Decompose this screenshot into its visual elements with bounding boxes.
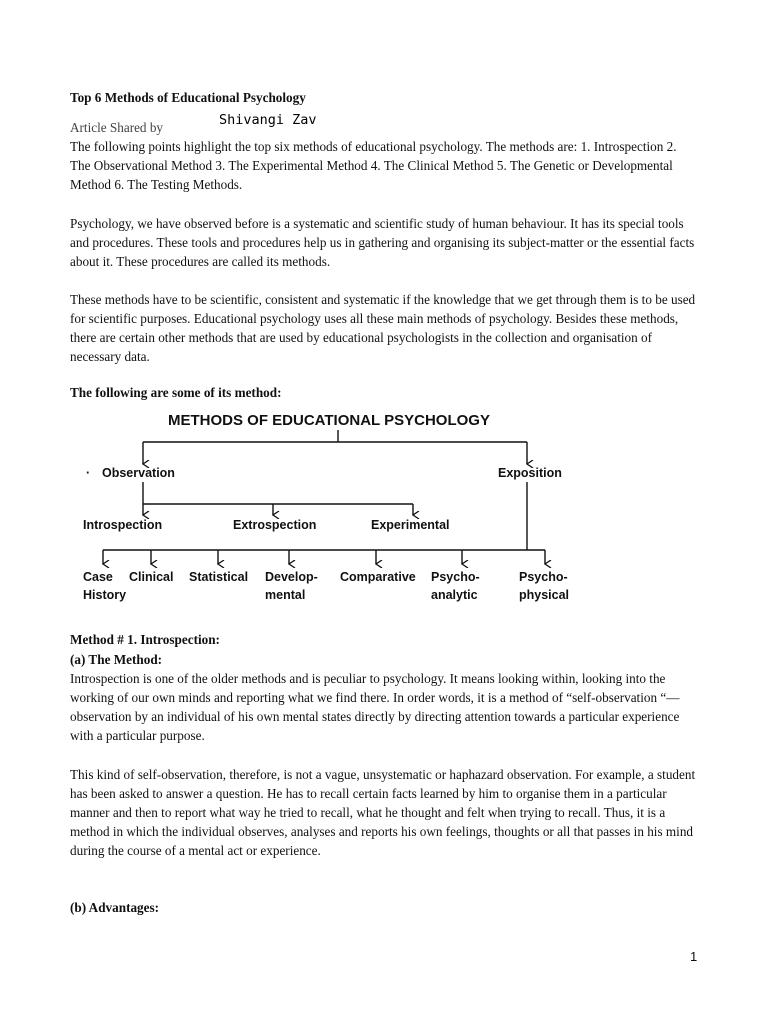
node-introspection: Introspection: [83, 518, 163, 532]
advantages-heading: (b) Advantages:: [70, 900, 160, 915]
paragraph-psychology: Psychology, we have observed before is a systematic and scientific study of human behaviour. It has its special tools and procedures. These tools and procedures help us in gathering and organising its subject-matter or the essential facts about it. These procedures are called its methods.: [70, 216, 695, 269]
method1-heading: Method # 1. Introspection:: [70, 632, 220, 647]
paragraph-self-observation: This kind of self-observation, therefore, is not a vague, unsystematic or haphazard observation. For example, a student has been asked to answer a question. He has to recall certain facts learned by him to organise them in a particular manner and then to report what way he tried to recall, what he thought and felt when trying to recall. Thus, it is a method in which the individual observes, analyses and reports his own feelings, thoughts or all that passes in his mind during the course of a mental act or experience.: [70, 767, 696, 858]
node-psycho-p: Psycho-: [519, 570, 568, 584]
author-name: Shivangi Zav: [219, 112, 317, 128]
node-clinical: Clinical: [129, 570, 174, 584]
methods-heading: The following are some of its method:: [70, 385, 282, 400]
node-history: History: [83, 588, 127, 602]
node-physical: physical: [519, 588, 570, 602]
method1-subheading: (a) The Method:: [70, 652, 163, 667]
node-analytic: analytic: [431, 588, 478, 602]
node-mental: mental: [265, 588, 306, 602]
paragraph-methods: These methods have to be scientific, consistent and systematic if the knowledge that we get through them is to be used for scientific purposes. Educational psychology uses all these main methods of psychology. Besides these methods, there are certain other methods that are used by educational psychologists in the collection and organisation of necessary data.: [70, 292, 696, 364]
diagram-title: METHODS OF EDUCATIONAL PSYCHOLOGY: [168, 412, 490, 429]
paragraph-introspection: Introspection is one of the older methods and is peculiar to psychology. It means looking within, looking into the working of our own minds and reporting what we find there. In order words, it is a method of “self-observation “— observation by an individual of his own mental states directly by directing attention towards a particular experience with a particular purpose.: [70, 671, 680, 743]
diagram-bullet: ·: [86, 466, 91, 480]
node-experimental: Experimental: [371, 518, 450, 532]
page-number: 1: [690, 949, 698, 964]
node-case: Case: [83, 570, 113, 584]
node-exposition: Exposition: [498, 466, 562, 480]
node-observation: Observation: [102, 466, 175, 480]
node-statistical: Statistical: [189, 570, 249, 584]
node-extrospection: Extrospection: [233, 518, 317, 532]
article-title: Top 6 Methods of Educational Psychology: [70, 90, 306, 105]
node-comparative: Comparative: [340, 570, 416, 584]
byline-prefix: Article Shared by: [70, 120, 164, 135]
intro-paragraph: The following points highlight the top six methods of educational psychology. The methods are: 1. Introspection 2. The Observational Method 3. The Experimental Method 4. The Clinical Method 5. The Genetic or Developmental Method 6. The Testing Methods.: [70, 139, 677, 192]
node-develop: Develop-: [265, 570, 318, 584]
node-psycho-a: Psycho-: [431, 570, 480, 584]
methods-diagram: [0, 400, 768, 615]
